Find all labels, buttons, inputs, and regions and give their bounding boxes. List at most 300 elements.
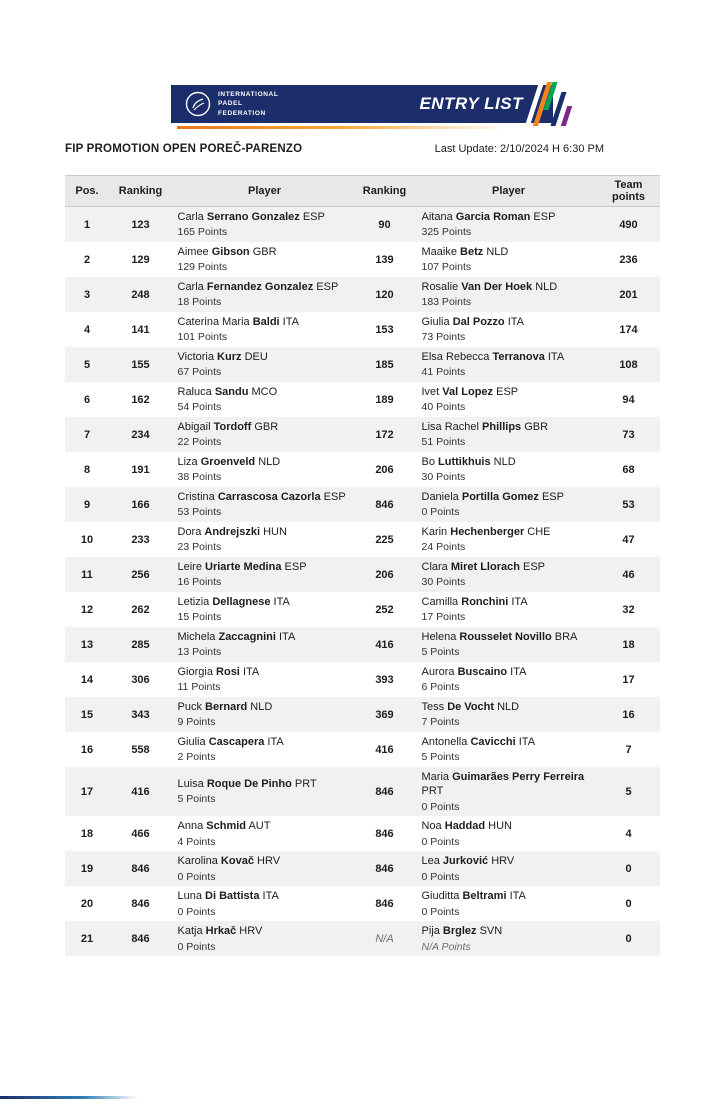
player2-country: ITA (518, 736, 536, 749)
player2-points: 0 Points (421, 800, 460, 813)
table-row (65, 417, 660, 452)
player1-last-name: Zaccagnini (218, 631, 276, 644)
player1-name (178, 924, 352, 938)
position-cell: 21 (80, 932, 94, 945)
player2-country: GBR (524, 421, 549, 434)
table-row (65, 592, 660, 627)
player1-first-name: Luisa (177, 778, 204, 791)
player2-first-name: Pija (421, 925, 440, 938)
player2-points: 30 Points (421, 576, 466, 589)
table-row (65, 207, 660, 242)
player2-first-name: Giulia (421, 316, 450, 329)
player2-country: ITA (547, 351, 565, 364)
player2-name (422, 700, 596, 714)
ipf-logo (185, 90, 278, 118)
player1-first-name: Victoria (177, 351, 214, 364)
player1-cell (172, 487, 354, 522)
player1-name (178, 210, 352, 224)
player2-points: 0 Points (421, 835, 460, 848)
table-row (65, 732, 660, 767)
player2-last-name: Terranova (492, 351, 545, 364)
player2-first-name: Helena (421, 631, 457, 644)
player1-points: 0 Points (177, 940, 216, 953)
position-cell: 8 (83, 463, 91, 476)
player1-cell (172, 697, 354, 732)
org-name-line2: PADEL (218, 100, 243, 108)
player1-points: 54 Points (177, 401, 222, 414)
last-update: Last Update: 2/10/2024 H 6:30 PM (434, 143, 604, 155)
player2-points: 0 Points (421, 506, 460, 519)
player1-ranking-cell: 846 (131, 897, 150, 910)
table-row (65, 242, 660, 277)
player1-points: 22 Points (177, 436, 222, 449)
player1-first-name: Leire (177, 561, 202, 574)
player2-cell (416, 921, 598, 956)
player1-first-name: Giulia (177, 736, 206, 749)
table-row (65, 697, 660, 732)
player1-points: 0 Points (177, 905, 216, 918)
player1-last-name: Roque De Pinho (206, 778, 292, 791)
player1-country: ITA (282, 316, 299, 329)
position-cell: 2 (83, 253, 91, 266)
player2-last-name: Hechenberger (450, 526, 525, 539)
player1-country: PRT (294, 778, 317, 791)
player2-cell (416, 487, 598, 522)
team-points-cell: 5 (625, 785, 632, 798)
player2-ranking-cell: 846 (375, 827, 394, 840)
player2-cell (416, 207, 598, 242)
player1-country: NLD (258, 456, 281, 469)
position-cell: 11 (81, 568, 93, 581)
player1-country: HRV (257, 855, 281, 868)
player1-name (178, 735, 352, 749)
team-points-cell: 0 (625, 897, 632, 910)
player2-ranking-cell: 185 (375, 358, 394, 371)
player2-first-name: Camilla (421, 596, 459, 609)
banner-title: ENTRY LIST (419, 94, 523, 113)
player2-name (422, 560, 596, 574)
player2-cell (416, 886, 598, 921)
player2-cell (416, 851, 598, 886)
player2-cell (416, 697, 598, 732)
player1-name (178, 560, 352, 574)
player2-last-name: Val Lopez (442, 386, 494, 399)
player1-cell (172, 921, 354, 956)
player2-points: 183 Points (421, 296, 472, 309)
player2-name (422, 210, 596, 224)
player2-last-name: Luttikhuis (438, 456, 491, 469)
team-points-cell: 53 (622, 498, 635, 511)
player2-ranking-cell: 846 (375, 897, 394, 910)
player2-name (422, 630, 596, 644)
player1-first-name: Caterina Maria (177, 316, 250, 329)
player2-last-name: Guimarães Perry Ferreira (452, 771, 585, 783)
player1-country: ITA (273, 596, 290, 609)
table-row (65, 816, 660, 851)
player1-last-name: Carrascosa Cazorla (217, 491, 321, 504)
player1-points: 0 Points (177, 870, 216, 883)
player2-last-name: Ronchini (461, 596, 509, 609)
col-header-team-points: Team points (612, 179, 645, 203)
player1-points: 101 Points (177, 331, 228, 344)
position-cell: 14 (80, 673, 94, 686)
player1-cell (172, 732, 354, 767)
player1-country: ITA (262, 890, 279, 903)
player2-first-name: Karin (421, 526, 448, 539)
player2-country: PRT (421, 785, 444, 798)
player1-ranking-cell: 846 (131, 862, 150, 875)
position-cell: 5 (83, 358, 91, 371)
player2-country: ESP (541, 491, 564, 504)
table-row (65, 312, 660, 347)
player2-first-name: Antonella (421, 736, 468, 749)
team-points-cell: 236 (619, 253, 638, 266)
table-row (65, 921, 660, 956)
player1-ranking-cell: 343 (131, 708, 150, 721)
player2-ranking-cell: 90 (378, 218, 391, 231)
position-cell: 10 (80, 533, 94, 546)
stripe-purple (561, 106, 572, 126)
player1-last-name: Gibson (211, 246, 250, 259)
player2-last-name: Brglez (442, 925, 477, 938)
player1-name (178, 455, 352, 469)
player2-ranking-cell: 252 (375, 603, 394, 616)
player1-first-name: Giorgia (177, 666, 213, 679)
player1-country: ESP (284, 561, 307, 574)
player1-points: 18 Points (177, 296, 222, 309)
player1-cell (172, 452, 354, 487)
player2-name (422, 770, 596, 799)
player2-points: 40 Points (421, 401, 466, 414)
team-points-cell: 108 (619, 358, 638, 371)
player1-last-name: Serrano Gonzalez (206, 211, 300, 224)
table-row (65, 382, 660, 417)
player1-name (178, 854, 352, 868)
player1-first-name: Carla (177, 211, 204, 224)
player1-first-name: Luna (177, 890, 202, 903)
position-cell: 15 (80, 708, 94, 721)
player2-first-name: Maaike (421, 246, 457, 259)
player1-last-name: Kurz (217, 351, 242, 364)
team-points-cell: 4 (625, 827, 632, 840)
player1-name (178, 777, 352, 791)
player1-cell (172, 886, 354, 921)
player1-cell (172, 242, 354, 277)
table-row (65, 851, 660, 886)
org-name-line1: INTERNATIONAL (218, 90, 279, 98)
player1-points: 38 Points (177, 471, 222, 484)
player2-name (422, 889, 596, 903)
player1-ranking-cell: 123 (131, 218, 150, 231)
player2-ranking-cell: N/A (375, 932, 394, 945)
player2-points: 5 Points (421, 751, 460, 764)
player1-points: 13 Points (177, 646, 222, 659)
player2-first-name: Aitana (421, 211, 453, 224)
player1-ranking-cell: 155 (131, 358, 150, 371)
position-cell: 12 (80, 603, 94, 616)
player2-ranking-cell: 206 (375, 568, 394, 581)
player1-ranking-cell: 466 (131, 827, 150, 840)
player2-last-name: Buscaino (457, 666, 508, 679)
player1-cell (172, 312, 354, 347)
player2-name (422, 245, 596, 259)
player2-cell (416, 557, 598, 592)
player1-points: 23 Points (177, 541, 222, 554)
table-header (65, 175, 660, 207)
player2-country: NLD (535, 281, 558, 294)
player1-name (178, 700, 352, 714)
player1-ranking-cell: 846 (131, 932, 150, 945)
player2-first-name: Aurora (421, 666, 455, 679)
team-points-cell: 73 (622, 428, 635, 441)
player2-cell (416, 592, 598, 627)
player1-cell (172, 382, 354, 417)
player1-name (178, 595, 352, 609)
player2-name (422, 455, 596, 469)
team-points-cell: 32 (622, 603, 635, 616)
player2-cell (416, 767, 598, 816)
player1-ranking-cell: 262 (131, 603, 150, 616)
player2-last-name: De Vocht (447, 701, 495, 714)
position-cell: 3 (83, 288, 91, 301)
player1-ranking-cell: 162 (131, 393, 150, 406)
position-cell: 6 (83, 393, 91, 406)
player1-country: MCO (251, 386, 278, 399)
player2-ranking-cell: 846 (375, 862, 394, 875)
player1-ranking-cell: 306 (131, 673, 150, 686)
title-row (65, 143, 659, 155)
position-cell: 20 (80, 897, 94, 910)
player2-points: 0 Points (421, 905, 460, 918)
player1-last-name: Di Battista (205, 890, 260, 903)
team-points-cell: 94 (622, 393, 635, 406)
player2-ranking-cell: 206 (375, 463, 394, 476)
player2-name (422, 490, 596, 504)
player1-ranking-cell: 248 (131, 288, 150, 301)
team-points-cell: 7 (625, 743, 632, 756)
player2-first-name: Rosalie (421, 281, 459, 294)
player2-country: BRA (554, 631, 578, 644)
player2-cell (416, 417, 598, 452)
player2-cell (416, 816, 598, 851)
player2-last-name: Garcia Roman (455, 211, 531, 224)
table-row (65, 347, 660, 382)
player1-ranking-cell: 234 (131, 428, 150, 441)
player2-ranking-cell: 153 (375, 323, 394, 336)
player1-cell (172, 627, 354, 662)
player2-ranking-cell: 369 (375, 708, 394, 721)
player2-ranking-cell: 225 (375, 533, 394, 546)
player2-cell (416, 382, 598, 417)
player2-ranking-cell: 416 (375, 743, 394, 756)
player2-cell (416, 242, 598, 277)
player1-last-name: Andrejszki (204, 526, 261, 539)
player2-ranking-cell: 846 (375, 785, 394, 798)
col-header-ranking-2: Ranking (362, 185, 407, 197)
player2-first-name: Bo (421, 456, 435, 469)
position-cell: 9 (83, 498, 91, 511)
player2-last-name: Jurković (442, 855, 489, 868)
player1-last-name: Baldi (252, 316, 280, 329)
player2-country: HUN (488, 820, 512, 833)
player1-first-name: Raluca (177, 386, 212, 399)
player2-country: ESP (496, 386, 519, 399)
team-points-cell: 17 (622, 673, 635, 686)
player2-points: 24 Points (421, 541, 466, 554)
col-header-player-2: Player (491, 185, 526, 197)
player2-ranking-cell: 120 (375, 288, 394, 301)
player2-first-name: Maria (421, 771, 450, 783)
player2-ranking-cell: 139 (375, 253, 394, 266)
player1-cell (172, 277, 354, 312)
table-row (65, 767, 660, 816)
table-row (65, 557, 660, 592)
player1-first-name: Cristina (177, 491, 215, 504)
team-points-cell: 490 (619, 218, 638, 231)
team-points-cell: 46 (622, 568, 635, 581)
player1-first-name: Katja (177, 925, 203, 938)
player2-cell (416, 347, 598, 382)
player2-points: 5 Points (421, 646, 460, 659)
player1-cell (172, 207, 354, 242)
player1-first-name: Karolina (177, 855, 218, 868)
player1-last-name: Bernard (205, 701, 248, 714)
player1-cell (172, 851, 354, 886)
player2-points: 7 Points (421, 716, 460, 729)
player2-last-name: Portilla Gomez (461, 491, 539, 504)
table-row (65, 886, 660, 921)
player2-country: ITA (511, 596, 528, 609)
player2-country: ESP (533, 211, 556, 224)
player1-name (178, 420, 352, 434)
player1-ranking-cell: 233 (131, 533, 150, 546)
player2-country: ITA (507, 316, 524, 329)
player2-country: ESP (523, 561, 546, 574)
table-row (65, 627, 660, 662)
player1-first-name: Aimee (177, 246, 209, 259)
player1-name (178, 525, 352, 539)
player1-name (178, 630, 352, 644)
player2-cell (416, 662, 598, 697)
player2-cell (416, 732, 598, 767)
player2-country: ITA (510, 666, 527, 679)
player2-first-name: Lisa Rachel (421, 421, 479, 434)
player2-cell (416, 277, 598, 312)
player2-name (422, 595, 596, 609)
entry-list-document (0, 85, 724, 956)
decorative-stripes (532, 82, 569, 126)
player1-first-name: Letizia (177, 596, 210, 609)
player1-last-name: Hrkač (205, 925, 237, 938)
player2-name (422, 735, 596, 749)
team-points-cell: 16 (622, 708, 635, 721)
player2-last-name: Rousselet Novillo (459, 631, 552, 644)
team-points-cell: 0 (625, 932, 632, 945)
team-points-cell: 47 (622, 533, 635, 546)
player2-country: NLD (486, 246, 509, 259)
player2-ranking-cell: 416 (375, 638, 394, 651)
position-cell: 17 (80, 785, 94, 798)
player2-last-name: Miret Llorach (450, 561, 520, 574)
position-cell: 1 (83, 218, 91, 231)
player2-ranking-cell: 846 (375, 498, 394, 511)
player2-name (422, 665, 596, 679)
table-row (65, 522, 660, 557)
player1-name (178, 245, 352, 259)
player2-ranking-cell: 189 (375, 393, 394, 406)
player2-name (422, 525, 596, 539)
player2-points: 41 Points (421, 366, 466, 379)
player1-points: 16 Points (177, 576, 222, 589)
player1-name (178, 315, 352, 329)
player1-name (178, 819, 352, 833)
position-cell: 16 (80, 743, 94, 756)
player1-ranking-cell: 141 (131, 323, 150, 336)
player1-ranking-cell: 166 (131, 498, 150, 511)
player1-ranking-cell: 558 (131, 743, 150, 756)
player2-points: 107 Points (421, 261, 472, 274)
player1-name (178, 350, 352, 364)
player2-ranking-cell: 393 (375, 673, 394, 686)
table-row (65, 452, 660, 487)
player2-first-name: Tess (421, 701, 445, 714)
player2-name (422, 854, 596, 868)
player1-country: GBR (254, 421, 279, 434)
team-points-cell: 0 (625, 862, 632, 875)
player1-country: ESP (323, 491, 346, 504)
player1-points: 15 Points (177, 611, 222, 624)
col-header-player-1: Player (247, 185, 282, 197)
player1-last-name: Tordoff (213, 421, 252, 434)
player1-country: HRV (239, 925, 263, 938)
ipf-logo-icon (185, 91, 211, 117)
team-points-cell: 201 (619, 288, 638, 301)
player1-last-name: Uriarte Medina (205, 561, 282, 574)
player2-points: 0 Points (421, 870, 460, 883)
player1-first-name: Michela (177, 631, 216, 644)
table-row (65, 662, 660, 697)
player1-cell (172, 522, 354, 557)
player2-country: CHE (527, 526, 551, 539)
player1-points: 53 Points (177, 506, 222, 519)
player1-last-name: Cascapera (208, 736, 265, 749)
player1-points: 11 Points (177, 681, 221, 694)
player1-country: NLD (250, 701, 273, 714)
player1-cell (172, 592, 354, 627)
player1-cell (172, 774, 354, 809)
player2-name (422, 385, 596, 399)
team-points-cell: 18 (622, 638, 635, 651)
banner-underline (177, 126, 527, 129)
player1-cell (172, 662, 354, 697)
tournament-title: FIP PROMOTION OPEN POREČ-PARENZO (65, 143, 303, 155)
player2-cell (416, 522, 598, 557)
player2-name (422, 819, 596, 833)
position-cell: 4 (83, 323, 91, 336)
player2-country: ITA (509, 890, 526, 903)
player1-last-name: Sandu (214, 386, 249, 399)
player1-country: ESP (302, 211, 325, 224)
player1-country: ITA (242, 666, 260, 679)
position-cell: 19 (80, 862, 94, 875)
team-points-cell: 68 (622, 463, 635, 476)
player1-cell (172, 816, 354, 851)
player2-cell (416, 312, 598, 347)
player1-country: ITA (267, 736, 284, 749)
player2-points: 73 Points (421, 331, 466, 344)
player2-first-name: Lea (421, 855, 440, 868)
player1-cell (172, 347, 354, 382)
